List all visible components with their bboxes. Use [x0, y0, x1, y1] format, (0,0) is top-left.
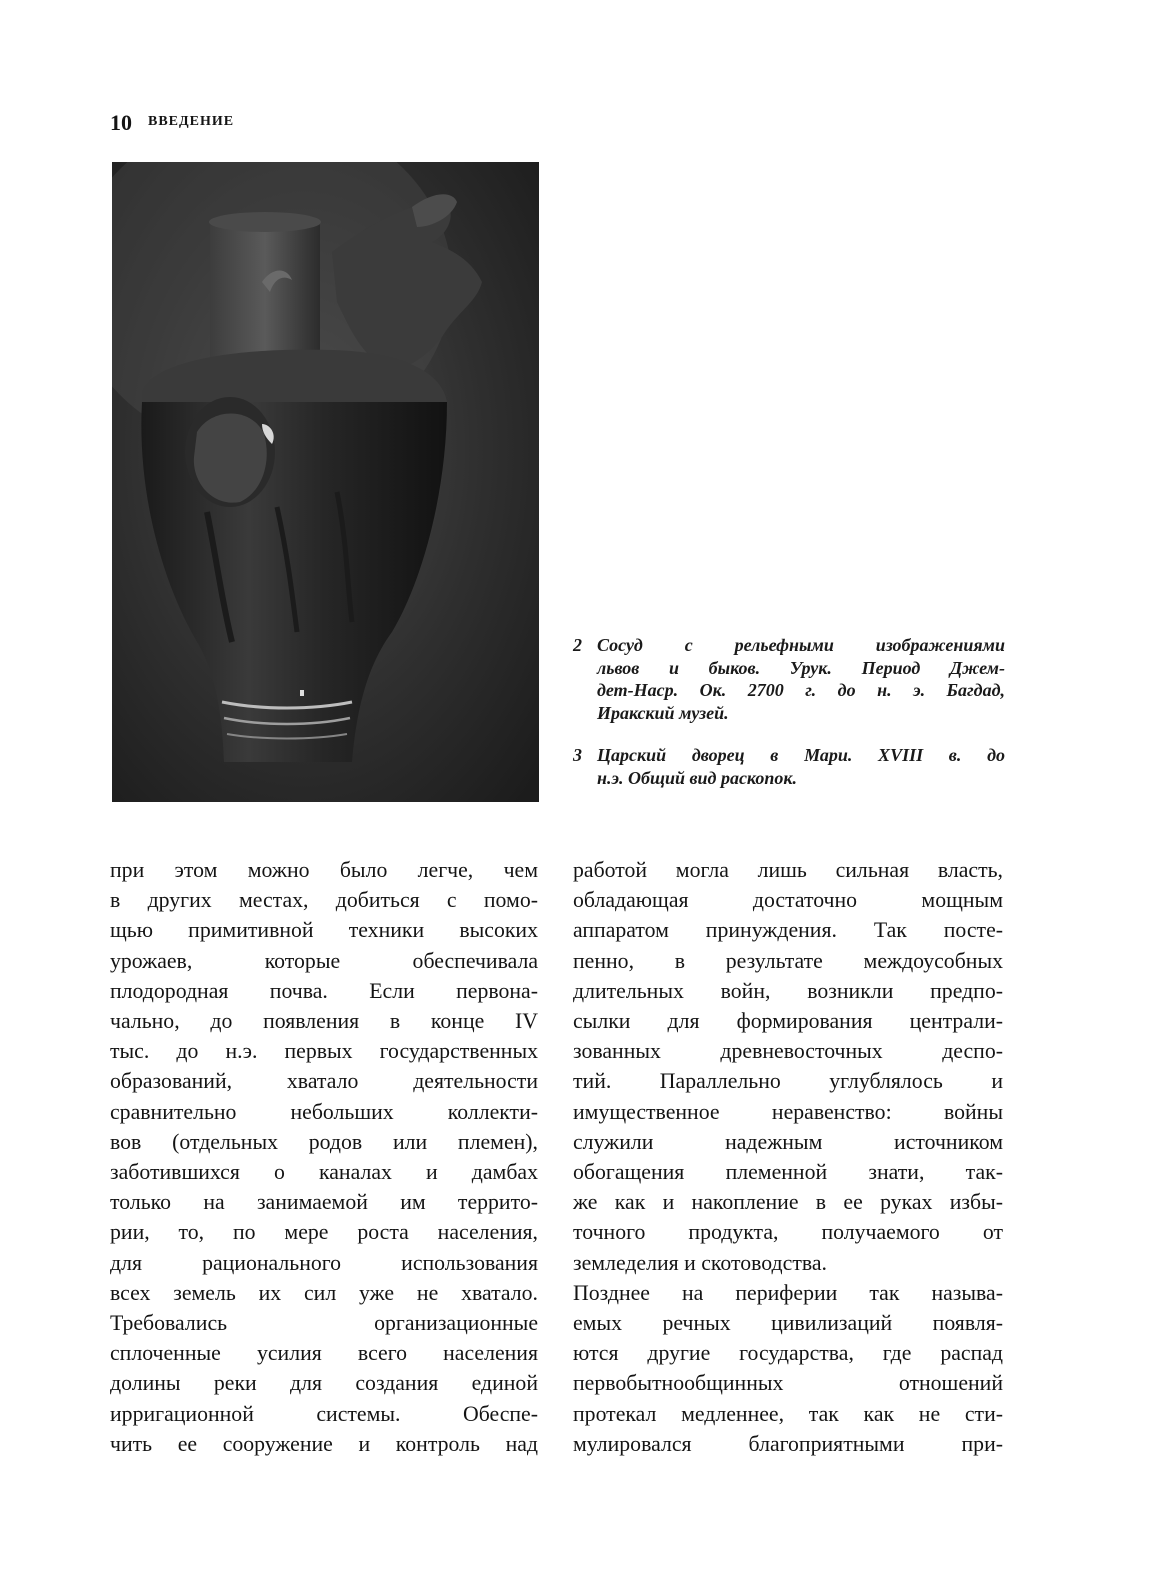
text-line: при этом можно было легче, чем	[110, 858, 538, 882]
text-line: щью примитивной техники высоких	[110, 918, 538, 943]
text-line: чально, до появления в конце IV	[110, 1009, 538, 1034]
text-line: рии, то, по мере роста населения,	[110, 1220, 538, 1245]
text-line: тий. Параллельно углублялось и	[573, 1069, 1003, 1094]
text-line: мулировался благоприятными при-	[573, 1431, 1003, 1456]
caption-3	[573, 744, 1005, 789]
text-line: первобытнообщинных отношений	[573, 1371, 1003, 1396]
caption-line: Иракский музей.	[597, 702, 729, 723]
text-line: урожаев, которые обеспечивала	[110, 948, 538, 973]
body-paragraph	[573, 1278, 1003, 1459]
text-line: емых речных цивилизаций появля-	[573, 1311, 1003, 1336]
text-line: вов (отдельных родов или племен),	[110, 1129, 538, 1154]
text-line: зованных древневосточных деспо-	[573, 1039, 1003, 1064]
text-line: земледелия и скотоводства.	[573, 1250, 827, 1275]
section-title: ВВЕДЕНИЕ	[148, 114, 235, 129]
caption-number: 3	[573, 745, 582, 765]
text-line: имущественное неравенство: войны	[573, 1099, 1003, 1124]
text-line: пенно, в результате междоусобных	[573, 948, 1003, 973]
text-line: ирригационной системы. Обеспе-	[110, 1401, 538, 1426]
text-line: образований, хватало деятельности	[110, 1069, 538, 1094]
text-line: чить ее сооружение и контроль над	[110, 1431, 538, 1456]
vessel-photo	[112, 162, 539, 802]
text-line: всех земель их сил уже не хватало.	[110, 1280, 538, 1305]
text-line: долины реки для создания единой	[110, 1371, 538, 1396]
caption-line: н.э. Общий вид раскопок.	[597, 767, 798, 788]
caption-line: львов и быков. Урук. Период Джем-	[597, 657, 1005, 678]
text-line: длительных войн, возникли предпо-	[573, 978, 1003, 1003]
text-line: только на занимаемой им террито-	[110, 1190, 538, 1215]
text-line: заботившихся о каналах и дамбах	[110, 1160, 538, 1185]
text-line: протекал медленнее, так как не сти-	[573, 1401, 1003, 1426]
text-line: аппаратом принуждения. Так посте-	[573, 918, 1003, 943]
caption-line: Царский дворец в Мари. XVIII в. до	[597, 745, 1005, 765]
text-line: для рационального использования	[110, 1250, 538, 1275]
text-line: Требовались организационные	[110, 1311, 538, 1336]
text-line: обладающая достаточно мощным	[573, 888, 1003, 913]
text-line: тыс. до н.э. первых государственных	[110, 1039, 538, 1064]
text-line: ются другие государства, где распад	[573, 1341, 1003, 1366]
text-line: Позднее на периферии так называ-	[573, 1280, 1003, 1305]
text-line: плодородная почва. Если первона-	[110, 978, 538, 1003]
text-line: точного продукта, получаемого от	[573, 1220, 1003, 1245]
body-paragraph	[573, 855, 1003, 1278]
text-line: обогащения племенной знати, так-	[573, 1160, 1003, 1185]
text-line: работой могла лишь сильная власть,	[573, 858, 1003, 882]
left-column	[110, 855, 538, 1459]
caption-number: 2	[573, 635, 582, 655]
figure-captions	[573, 634, 1005, 789]
text-line: в других местах, добиться с помо-	[110, 888, 538, 913]
text-line: сылки для формирования централи-	[573, 1009, 1003, 1034]
text-line: сравнительно небольших коллекти-	[110, 1099, 538, 1124]
page-number: 10	[110, 110, 132, 135]
text-line: сплоченные усилия всего населения	[110, 1341, 538, 1366]
body-paragraph	[110, 855, 538, 1459]
text-line: же как и накопление в ее руках избы-	[573, 1190, 1003, 1215]
text-line: служили надежным источником	[573, 1129, 1003, 1154]
caption-2	[573, 634, 1005, 724]
caption-line: Сосуд с рельефными изображениями	[597, 635, 1005, 655]
right-column	[573, 855, 1003, 1459]
caption-line: дет-Наср. Ок. 2700 г. до н. э. Багдад,	[597, 680, 1005, 700]
